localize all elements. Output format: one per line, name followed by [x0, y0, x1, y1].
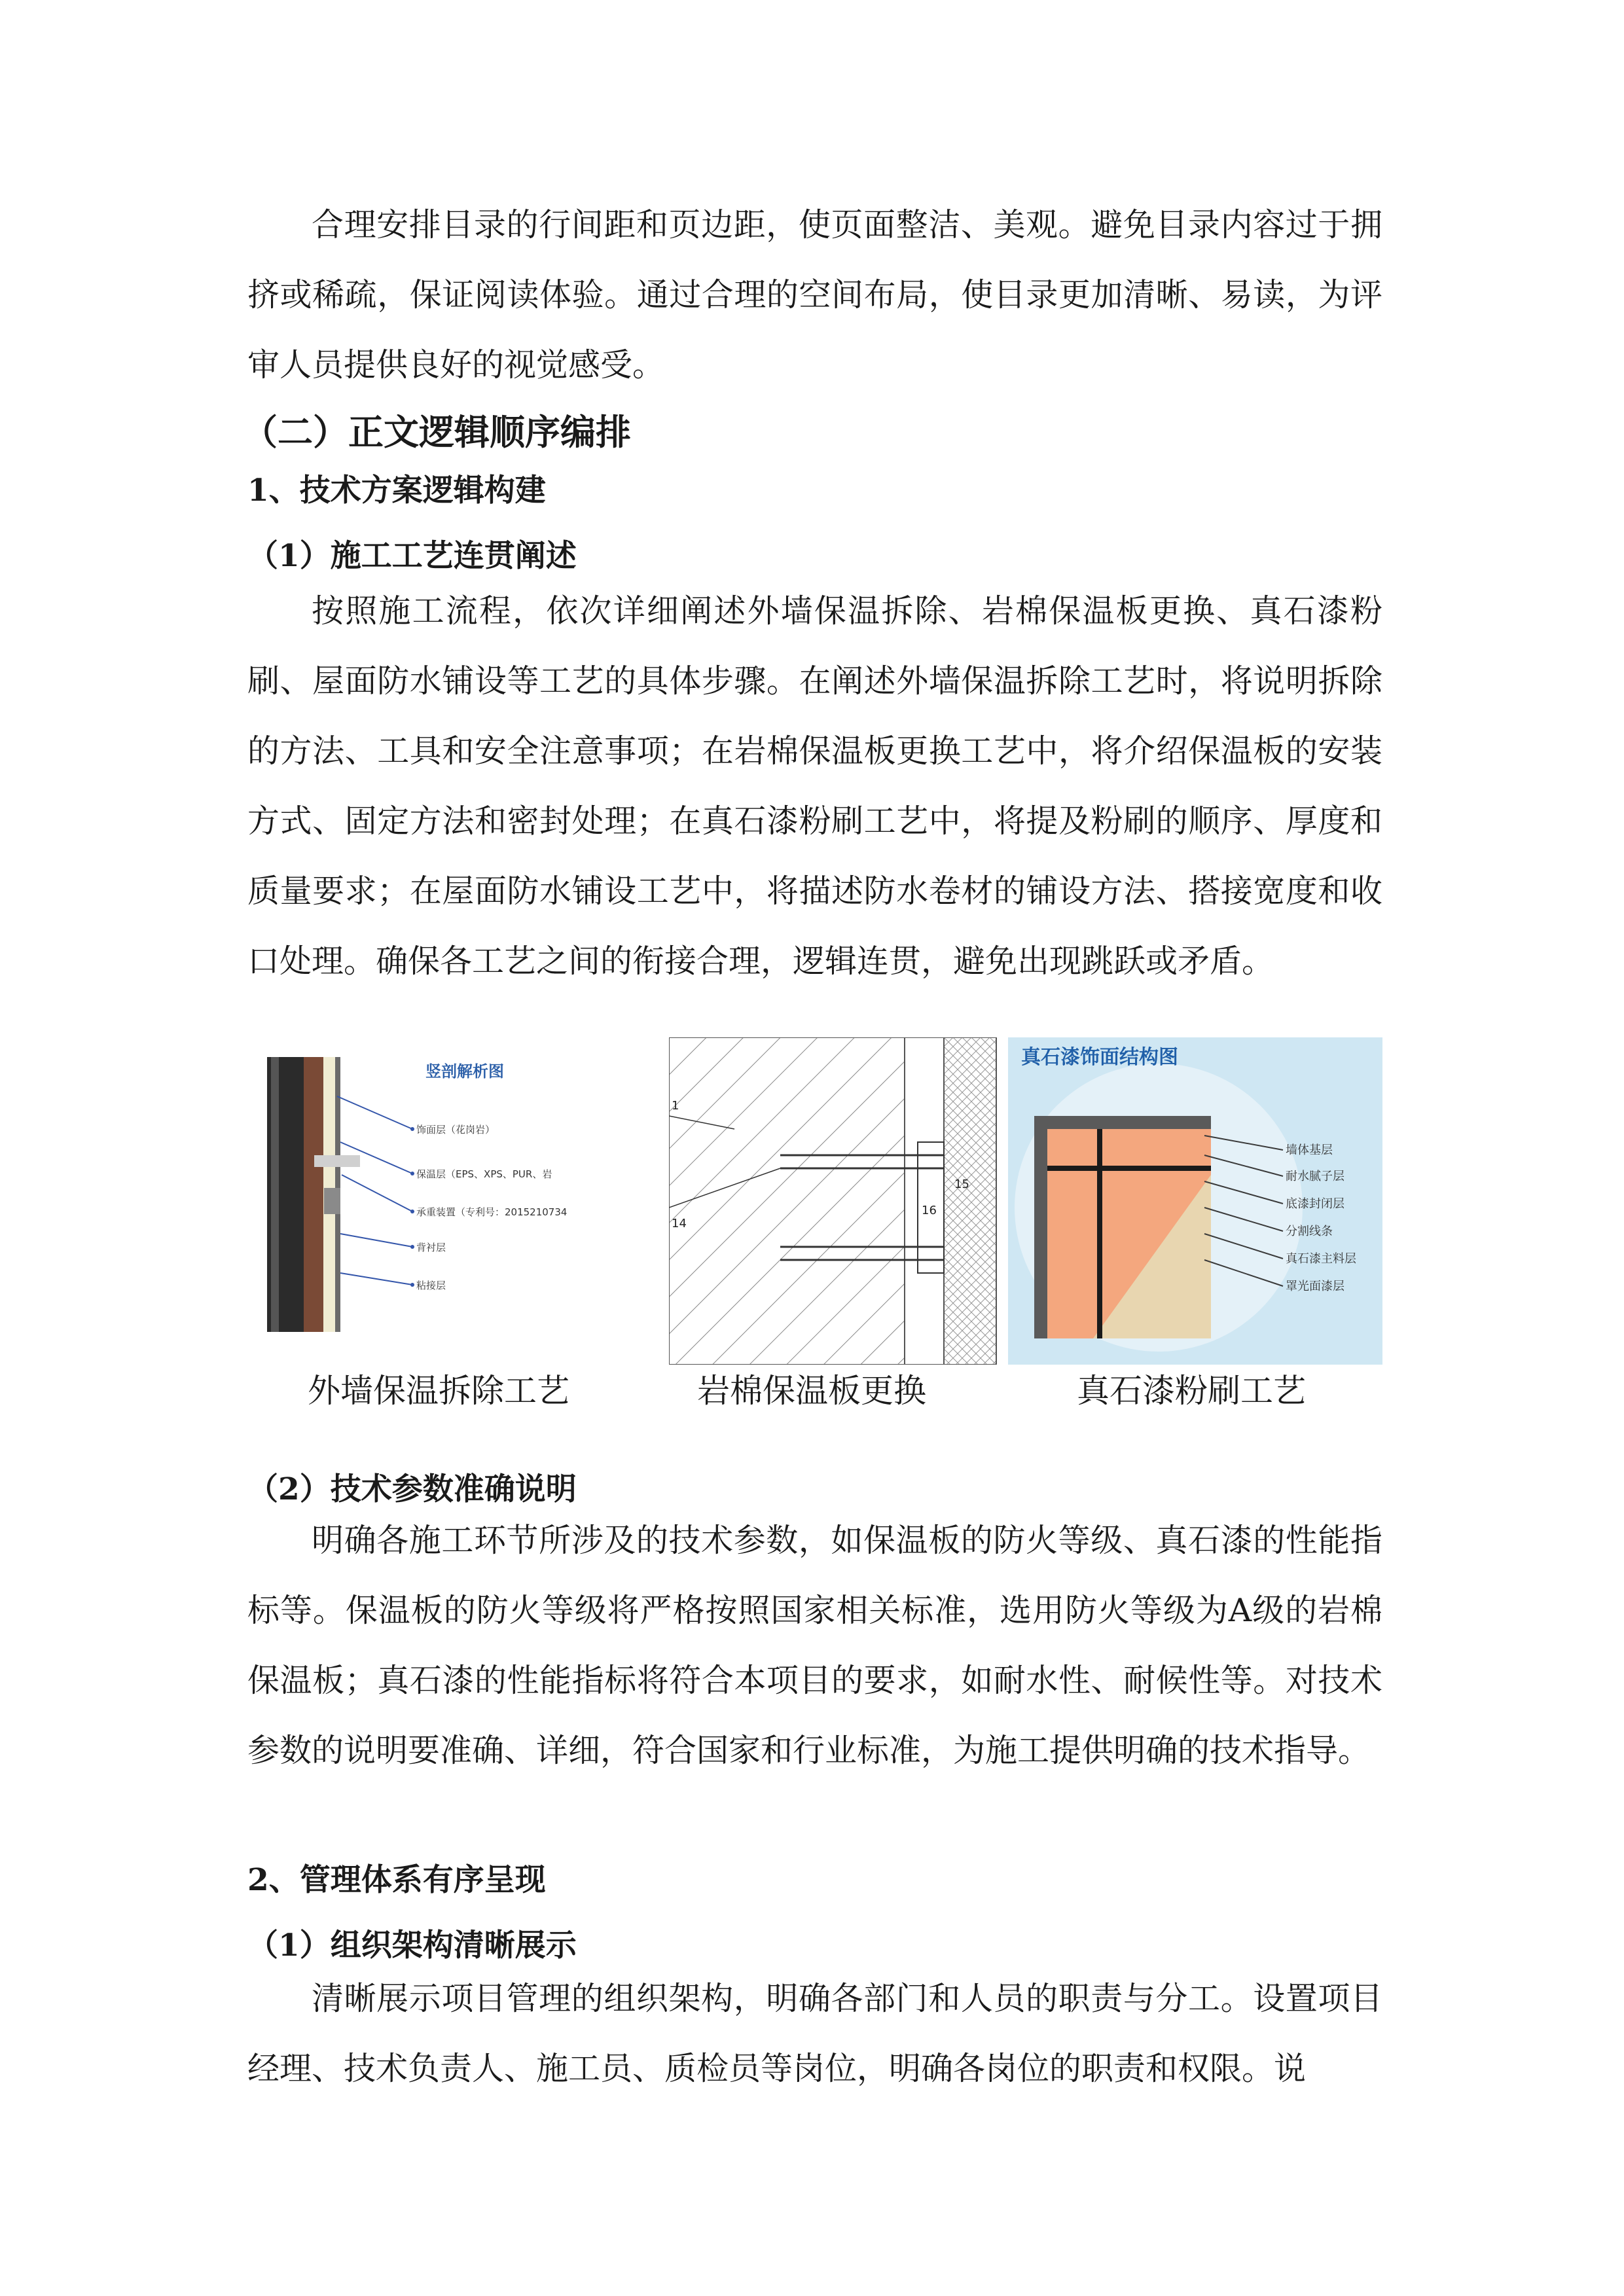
subheading-process-description: （1）施工工艺连贯阐述 [247, 538, 577, 574]
fig3-title: 真石漆饰面结构图 [1021, 1046, 1178, 1069]
paragraph-org-structure: 清晰展示项目管理的组织架构，明确各部门和人员的职责与分工。设置项目经理、技术负责人、施工员、质检员等岗位，明确各岗位的职责和权限。说 [247, 1980, 1382, 2087]
caption-fig3: 真石漆粉刷工艺 [1077, 1372, 1306, 1410]
subheading-org-structure: （1）组织架构清晰展示 [247, 1928, 577, 1964]
fig3-label-putty: 耐水腻子层 [1286, 1170, 1344, 1183]
paragraph-process-steps: 按照施工流程，依次详细阐述外墙保温拆除、岩棉保温板更换、真石漆粉刷、屋面防水铺设等工艺的具体步骤。在阐述外墙保温拆除工艺时，将说明拆除的方法、工具和安全注意事项；在岩棉保温板更换工艺中，将介绍保温板的安装方式、固定方法和密封处理；在真石漆粉刷工艺中，将提及粉刷的顺序、厚度和质量要求；在屋面防水铺设工艺中，将描述防水卷材的铺设方法、搭接宽度和收口处理。确保各工艺之间的衔接合理，逻辑连贯，避免出现跳跃或矛盾。 [247, 592, 1382, 980]
fig1-label-backing: 背衬层 [416, 1242, 446, 1253]
fig2-label-14: 14 [672, 1217, 687, 1230]
stone-paint-diagram [1008, 1037, 1382, 1365]
paragraph-toc-layout: 合理安排目录的行间距和页边距，使页面整洁、美观。避免目录内容过于拥挤或稀疏，保证阅读体验。通过合理的空间布局，使目录更加清晰、易读，为评审人员提供良好的视觉感受。 [247, 206, 1382, 384]
fig2-label-16: 16 [922, 1204, 937, 1217]
section-heading-body-order: （二）正文逻辑顺序编排 [242, 411, 631, 453]
fig3-label-topcoat: 罩光面漆层 [1286, 1280, 1344, 1293]
figure-wall-insulation-section [262, 1037, 668, 1352]
figure-rockwool-board-section [669, 1037, 1009, 1365]
subheading-management-system: 2、管理体系有序呈现 [247, 1862, 546, 1898]
fig1-label-adhesive: 粘接层 [416, 1280, 446, 1291]
fig2-label-1: 1 [672, 1099, 679, 1113]
subheading-tech-params: （2）技术参数准确说明 [247, 1471, 577, 1507]
fig2-label-15: 15 [954, 1177, 969, 1191]
fig1-label-insulation: 保温层（EPS、XPS、PUR、岩 [416, 1168, 552, 1180]
subheading-tech-plan: 1、技术方案逻辑构建 [247, 473, 546, 509]
wall-section-diagram [262, 1037, 668, 1352]
caption-fig1: 外墙保温拆除工艺 [308, 1372, 569, 1410]
paragraph-tech-params: 明确各施工环节所涉及的技术参数，如保温板的防火等级、真石漆的性能指标等。保温板的防火等级将严格按照国家相关标准，选用防火等级为A级的岩棉保温板；真石漆的性能指标将符合本项目的要求，如耐水性、耐候性等。对技术参数的说明要准确、详细，符合国家和行业标准，为施工提供明确的技术指导。 [247, 1522, 1382, 1769]
fig1-label-finish: 饰面层（花岗岩） [416, 1124, 496, 1136]
fig1-label-bearing: 承重装置（专利号：2015210734 [416, 1206, 568, 1218]
rockwool-section-diagram [669, 1037, 1009, 1365]
fig3-label-main: 真石漆主料层 [1286, 1252, 1356, 1266]
caption-fig2: 岩棉保温板更换 [697, 1372, 926, 1410]
figure-stone-paint-structure [1008, 1037, 1382, 1365]
fig3-label-base: 墙体基层 [1286, 1143, 1333, 1157]
fig3-label-divider: 分割线条 [1286, 1225, 1333, 1238]
fig1-title: 竖剖解析图 [425, 1062, 504, 1081]
fig3-label-primer: 底漆封闭层 [1286, 1197, 1344, 1211]
